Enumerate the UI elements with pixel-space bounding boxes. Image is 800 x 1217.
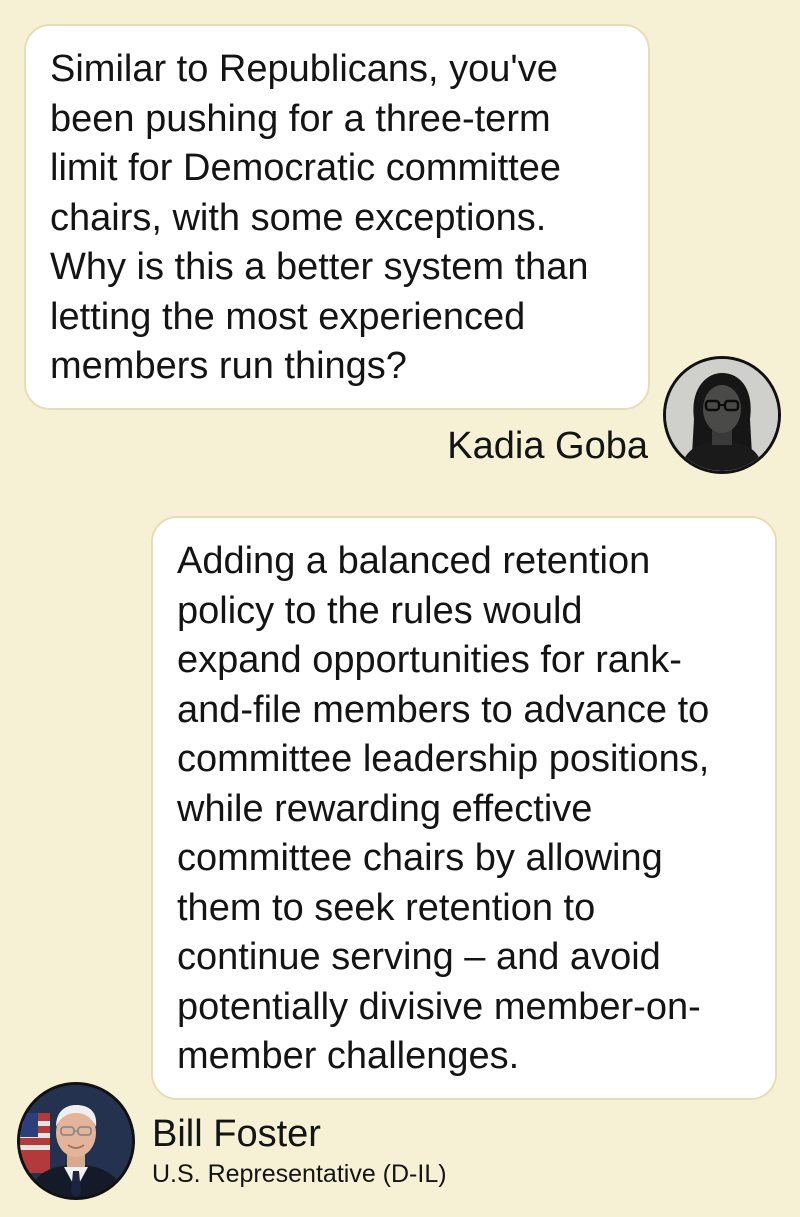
answer-line: Adding a balanced retention [177, 540, 651, 582]
answer-text [177, 537, 775, 1082]
answer-line: them to seek retention to [177, 886, 596, 929]
answer-bubble [151, 516, 777, 1100]
question-line: Similar to Republicans, you've [50, 48, 558, 90]
answer-line: committee chairs by allowing [177, 837, 663, 879]
question-text [50, 45, 648, 392]
interviewer-name: Kadia Goba [447, 425, 648, 467]
interviewee-title: U.S. Representative (D-IL) [152, 1160, 447, 1188]
question-line: limit for Democratic committee [50, 147, 561, 189]
question-line: Why is this a better system than [50, 246, 589, 288]
answer-line: member challenges. [177, 1035, 520, 1077]
answer-line: and-file members to advance to [177, 688, 710, 731]
question-line: chairs, with some exceptions. [50, 196, 547, 239]
answer-line: while rewarding effective [177, 787, 593, 830]
interviewee-avatar [17, 1082, 135, 1200]
person-portrait-icon [666, 359, 778, 471]
answer-line: potentially divisive member-on- [177, 985, 701, 1028]
question-line: letting the most experienced [50, 295, 526, 338]
interviewee-name: Bill Foster [152, 1113, 321, 1155]
person-portrait-icon [20, 1085, 132, 1197]
answer-line: continue serving – and avoid [177, 936, 661, 978]
question-bubble [24, 24, 650, 410]
interviewer-avatar [663, 356, 781, 474]
question-line: members run things? [50, 345, 407, 387]
answer-line: committee leadership positions, [177, 738, 710, 780]
question-line: been pushing for a three-term [50, 97, 551, 140]
answer-line: policy to the rules would [177, 589, 583, 632]
answer-line: expand opportunities for rank- [177, 639, 682, 681]
